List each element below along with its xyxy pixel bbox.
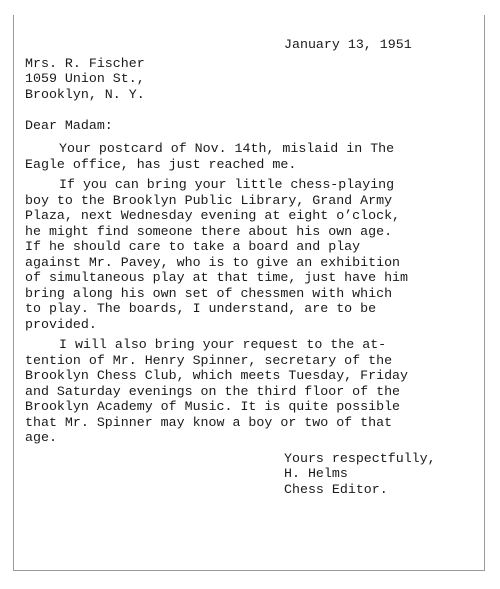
paragraph-line: against Mr. Pavey, who is to give an exhibition — [25, 254, 401, 270]
paragraph-line: Eagle office, has just reached me. — [25, 156, 297, 172]
paragraph-line: of simultaneous play at that time, just have him — [25, 270, 409, 285]
signer-title: Chess Editor. — [284, 481, 388, 497]
salutation: Dear Madam: — [25, 117, 113, 133]
paragraph-line: boy to the Brooklyn Public Library, Grand Army — [25, 192, 393, 208]
paragraph-line: age. — [25, 430, 57, 445]
address-line: Mrs. R. Fischer — [25, 55, 145, 71]
recipient-address — [25, 56, 475, 103]
paragraph-line: bring along his own set of chessmen with which — [25, 285, 393, 301]
paragraph-1 — [25, 141, 475, 172]
paragraph-line: that Mr. Spinner may know a boy or two of that — [25, 414, 393, 430]
paragraph-line: provided. — [25, 316, 97, 332]
paragraph-line: and Saturday evenings on the third floor of the — [25, 383, 401, 399]
closing-line: Yours respectfully, — [284, 450, 436, 466]
paragraph-line: Brooklyn Academy of Music. It is quite possible — [25, 399, 401, 414]
paragraph-line: I will also bring your request to the at- — [59, 337, 387, 352]
letter-body — [25, 37, 475, 497]
paragraph-line: to play. The boards, I understand, are to be — [25, 301, 377, 316]
paragraph-line: If he should care to take a board and play — [25, 239, 361, 254]
paragraph-line: tention of Mr. Henry Spinner, secretary of the — [25, 352, 393, 368]
address-line: 1059 Union St., — [25, 71, 145, 86]
paragraph-3 — [25, 337, 475, 446]
address-line: Brooklyn, N. Y. — [25, 86, 145, 102]
signer-name: H. Helms — [284, 466, 348, 481]
paragraph-line: Plaza, next Wednesday evening at eight o’clock, — [25, 208, 401, 223]
paragraph-line: Your postcard of Nov. 14th, mislaid in The — [59, 141, 395, 156]
paragraph-line: he might find someone there about his own age. — [25, 223, 393, 239]
signature-block — [284, 451, 475, 498]
paragraph-2 — [25, 177, 475, 332]
paragraph-line: If you can bring your little chess-playing — [59, 177, 395, 192]
letter-date: January 13, 1951 — [284, 37, 412, 52]
paragraph-line: Brooklyn Chess Club, which meets Tuesday, Friday — [25, 368, 409, 383]
